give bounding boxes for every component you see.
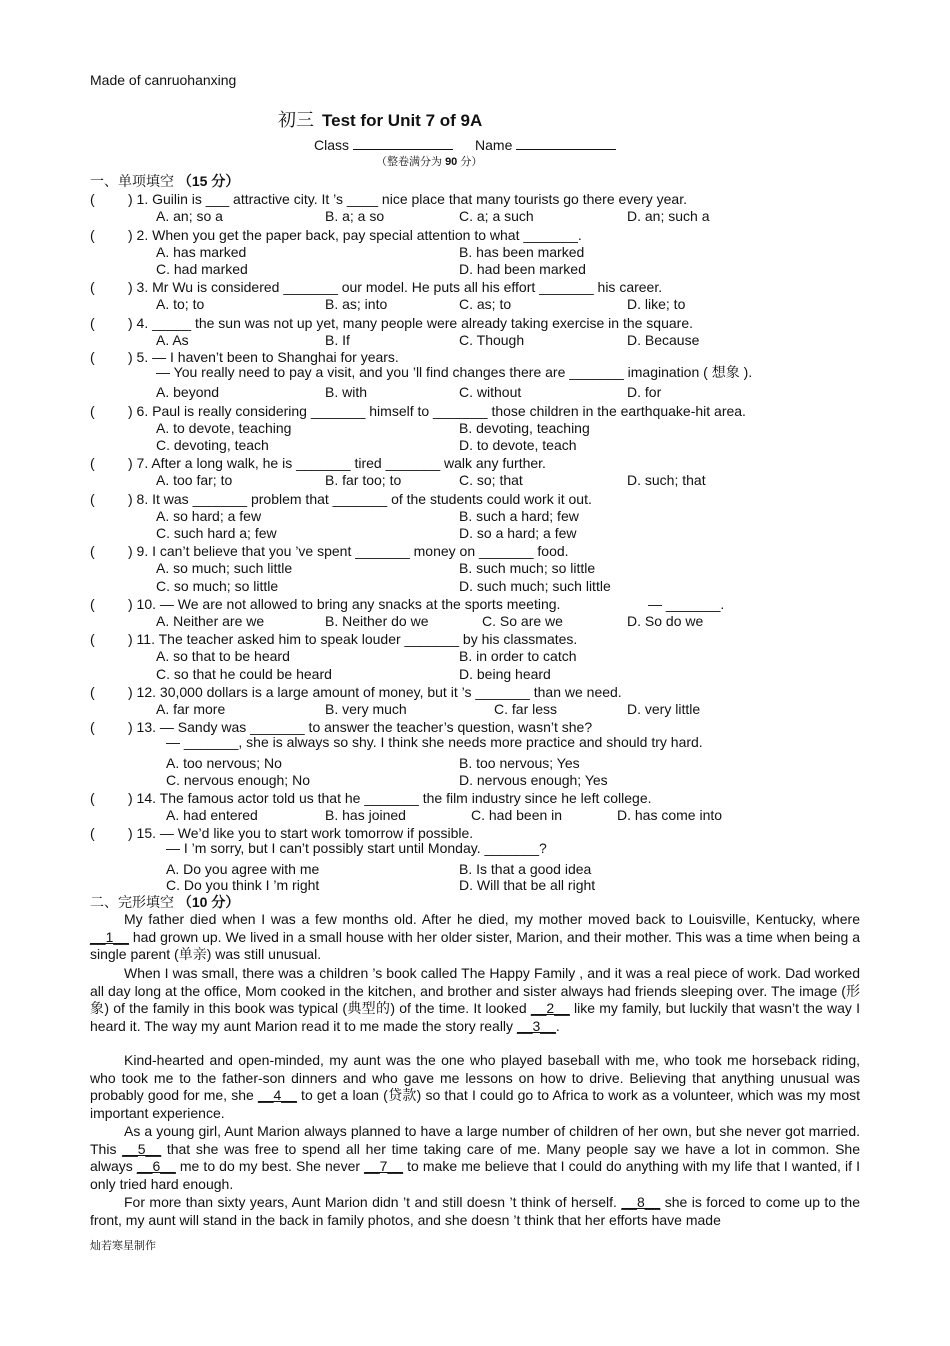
answer-option[interactable]: B. If — [325, 332, 350, 348]
answer-option[interactable]: B. too nervous; Yes — [459, 755, 580, 771]
question-stem — [90, 825, 473, 841]
answer-option[interactable]: D. such much; such little — [459, 578, 611, 594]
answer-option[interactable]: B. has been marked — [459, 244, 585, 260]
question-stem — [90, 596, 560, 612]
answer-option[interactable]: D. an; such a — [627, 208, 710, 224]
answer-option[interactable]: A. too nervous; No — [166, 755, 282, 771]
answer-option[interactable]: D. had been marked — [459, 261, 586, 277]
blank-6: __6__ — [136, 1158, 176, 1175]
blank-2: __2__ — [530, 1000, 570, 1017]
answer-paren[interactable]: ( — [90, 349, 95, 365]
passage-paragraph-4: As a young girl, Aunt Marion always planned to have a large number of children of her own, but she never got married. This __5__ that she was free to spend all her time taking care of me. Many people say we have a lot in common. She always __6__ me to do my best. She never __7__ to make me believe that I could do anything with my life that I wanted, if I only tried hard enough. — [90, 1123, 860, 1192]
section1-label: 一、单项填空 — [90, 173, 174, 189]
blank-8: __8__ — [621, 1194, 661, 1210]
class-blank — [353, 137, 453, 150]
answer-paren[interactable]: ( — [90, 543, 95, 559]
answer-option[interactable]: B. as; into — [325, 296, 388, 312]
answer-option[interactable]: D. for — [627, 384, 662, 400]
name-blank — [516, 137, 616, 150]
passage-paragraph-2: When I was small, there was a children ’s book called The Happy Family , and it was a real piece of work. Dad worked all day long at the office, Mom cooked in the kitchen, and brother and sister always had friends sleeping over. The image (形象) of the family in this book was typical (典型的) of the time. It looked __2__ like my family, but luckily that wasn’t the way I heard it. The way my aunt Marion read it to me made the story really __3__. — [90, 965, 860, 1034]
section2-heading — [90, 892, 239, 912]
answer-option[interactable]: C. so that he could be heard — [156, 666, 332, 682]
answer-option[interactable]: C. so much; so little — [156, 578, 279, 594]
answer-option[interactable]: D. like; to — [627, 296, 686, 312]
answer-paren[interactable]: ( — [90, 227, 95, 243]
answer-paren[interactable]: ( — [90, 790, 95, 806]
page-title — [278, 106, 482, 132]
question-stem — [90, 349, 399, 365]
question-text: ) 10. — We are not allowed to bring any snacks at the sports meeting. — [128, 596, 561, 612]
question-text-line2: — _______, she is always so shy. I think she needs more practice and should try hard. — [166, 734, 703, 750]
answer-option[interactable]: B. a; a so — [325, 208, 385, 224]
answer-option[interactable]: B. with — [325, 384, 368, 400]
answer-paren[interactable]: ( — [90, 491, 95, 507]
answer-option[interactable]: A. Neither are we — [156, 613, 265, 629]
answer-option[interactable]: C. without — [459, 384, 522, 400]
answer-option[interactable]: B. in order to catch — [459, 648, 577, 664]
answer-paren[interactable]: ( — [90, 279, 95, 295]
blank-3: __3__ — [516, 1017, 556, 1034]
answer-option[interactable]: D. Will that be all right — [459, 877, 596, 893]
answer-paren[interactable]: ( — [90, 191, 95, 207]
answer-option[interactable]: D. to devote, teach — [459, 437, 577, 453]
answer-option[interactable]: C. Do you think I ’m right — [166, 877, 320, 893]
score-value: 90 — [445, 156, 458, 168]
question-text: ) 6. Paul is really considering _______ himself to _______ those children in the earthquake-hit area. — [128, 403, 746, 419]
header-made-of: Made of canruohanxing — [90, 72, 237, 88]
answer-option[interactable]: C. had been in — [471, 807, 563, 823]
answer-option[interactable]: C. such hard a; few — [156, 525, 277, 541]
answer-option[interactable]: C. So are we — [482, 613, 563, 629]
question-text: ) 7. After a long walk, he is _______ tired _______ walk any further. — [128, 455, 546, 471]
answer-option[interactable]: C. a; a such — [459, 208, 534, 224]
class-label: Class — [314, 137, 350, 153]
question-stem — [90, 790, 652, 806]
footer-credit: 灿若寒星制作 — [90, 1239, 156, 1252]
answer-option[interactable]: A. so hard; a few — [156, 508, 262, 524]
question-stem — [90, 403, 746, 419]
answer-option[interactable]: A. has marked — [156, 244, 247, 260]
question-stem — [90, 227, 582, 243]
answer-option[interactable]: B. very much — [325, 701, 407, 717]
question-text: ) 2. When you get the paper back, pay special attention to what _______. — [128, 227, 582, 243]
blank-7: __7__ — [364, 1158, 404, 1175]
answer-paren[interactable]: ( — [90, 596, 95, 612]
section1-heading — [90, 171, 239, 191]
answer-option[interactable]: A. too far; to — [156, 472, 233, 488]
answer-paren[interactable]: ( — [90, 315, 95, 331]
answer-option[interactable]: A. an; so a — [156, 208, 223, 224]
answer-option[interactable]: C. as; to — [459, 296, 512, 312]
answer-option[interactable]: D. very little — [627, 701, 701, 717]
answer-option[interactable]: A. had entered — [166, 807, 258, 823]
answer-paren[interactable]: ( — [90, 825, 95, 841]
question-text: ) 14. The famous actor told us that he _______ the film industry since he left college. — [128, 790, 652, 806]
question-text: ) 3. Mr Wu is considered _______ our model. He puts all his effort _______ his career. — [128, 279, 663, 295]
answer-option[interactable]: D. so a hard; a few — [459, 525, 577, 541]
answer-option[interactable]: C. far less — [494, 701, 558, 717]
title-en: Test for Unit 7 of 9A — [322, 111, 483, 130]
answer-option[interactable]: D. such; that — [627, 472, 706, 488]
question-stem — [90, 719, 592, 735]
name-label: Name — [475, 137, 513, 153]
question-text: ) 11. The teacher asked him to speak louder _______ by his classmates. — [128, 631, 578, 647]
answer-option[interactable]: D. So do we — [627, 613, 704, 629]
blank-1: __1__ — [90, 928, 129, 945]
answer-option[interactable]: A. beyond — [156, 384, 220, 400]
passage-paragraph-3: Kind-hearted and open-minded, my aunt was the one who played baseball with me, who took me horseback riding, who took me to the father-son dinners and who gave me lessons on how to drive. Believing that anything unusual was probably good for me, she __4__ to get a loan (贷款) so that I could go to Africa to work as a volunteer, which was my most important experience. — [90, 1052, 860, 1121]
question-stem — [90, 684, 622, 700]
question-text: ) 1. Guilin is ___ attractive city. It ’s ____ nice place that many tourists go there every year. — [128, 191, 687, 207]
answer-option[interactable]: C. so; that — [459, 472, 523, 488]
question-text: ) 4. _____ the sun was not up yet, many people were already taking exercise in the square. — [128, 315, 694, 331]
question-text-line2: — I ’m sorry, but I can’t possibly start until Monday. _______? — [166, 840, 547, 856]
answer-paren[interactable]: ( — [90, 719, 95, 735]
question-stem — [90, 543, 569, 559]
score-prefix: （整卷满分为 — [376, 156, 442, 168]
passage-paragraph-5: For more than sixty years, Aunt Marion didn ’t and still doesn ’t think of herself. __8__ she is forced to come up to the front, my aunt will stand in the back in family photos, and she doesn ’t think that her efforts have made — [90, 1194, 860, 1228]
class-name-line — [314, 137, 638, 153]
question-stem — [90, 279, 662, 295]
answer-paren[interactable]: ( — [90, 403, 95, 419]
question-stem — [90, 315, 693, 331]
answer-option[interactable]: C. Though — [459, 332, 525, 348]
passage-paragraph-1: My father died when I was a few months old. After he died, my mother moved back to Louisville, Kentucky, where __1__ had grown up. We lived in a small house with her older sister, Marion, and their mother. This was a time when being a single parent (单亲) was still unusual. — [90, 911, 860, 963]
section1-score: （15 分） — [177, 173, 240, 189]
question-text-line2: — You really need to pay a visit, and you ’ll find changes there are _______ imagination ( 想象 ). — [156, 364, 753, 380]
question-stem — [90, 191, 687, 207]
question-stem — [90, 631, 577, 647]
answer-option[interactable]: B. Is that a good idea — [459, 861, 592, 877]
answer-option[interactable]: A. to; to — [156, 296, 205, 312]
answer-option[interactable]: C. devoting, teach — [156, 437, 269, 453]
answer-option[interactable]: A. far more — [156, 701, 226, 717]
title-cn: 初三 — [278, 110, 314, 131]
answer-option[interactable]: D. has come into — [617, 807, 723, 823]
answer-option[interactable]: A. so much; such little — [156, 560, 293, 576]
question-response-line: — _______. — [648, 596, 725, 612]
answer-option[interactable]: D. being heard — [459, 666, 551, 682]
section2-label: 二、完形填空 — [90, 894, 174, 910]
answer-option[interactable]: A. As — [156, 332, 189, 348]
question-text: ) 15. — We’d like you to start work tomorrow if possible. — [128, 825, 474, 841]
answer-option[interactable]: B. such a hard; few — [459, 508, 579, 524]
answer-option[interactable]: B. such much; so little — [459, 560, 596, 576]
answer-paren[interactable]: ( — [90, 455, 95, 471]
question-text: ) 9. I can’t believe that you ’ve spent _______ money on _______ food. — [128, 543, 569, 559]
answer-option[interactable]: C. had marked — [156, 261, 248, 277]
question-stem — [90, 455, 546, 471]
question-stem — [90, 491, 592, 507]
answer-paren[interactable]: ( — [90, 684, 95, 700]
question-text: ) 8. It was _______ problem that _______ of the students could work it out. — [128, 491, 592, 507]
answer-option[interactable]: A. so that to be heard — [156, 648, 290, 664]
answer-paren[interactable]: ( — [90, 631, 95, 647]
score-suffix: 分） — [460, 156, 483, 168]
question-text: ) 5. — I haven’t been to Shanghai for years. — [128, 349, 399, 365]
answer-option[interactable]: A. to devote, teaching — [156, 420, 292, 436]
answer-option[interactable]: B. Neither do we — [325, 613, 429, 629]
answer-option[interactable]: B. devoting, teaching — [459, 420, 590, 436]
total-score-note — [376, 153, 482, 169]
answer-option[interactable]: B. far too; to — [325, 472, 402, 488]
section2-score: （10 分） — [177, 894, 240, 910]
blank-4: __4__ — [257, 1087, 297, 1104]
question-text: ) 13. — Sandy was _______ to answer the teacher’s question, wasn’t she? — [128, 719, 593, 735]
question-text: ) 12. 30,000 dollars is a large amount of money, but it ’s _______ than we need. — [128, 684, 622, 700]
answer-option[interactable]: B. has joined — [325, 807, 406, 823]
answer-option[interactable]: D. nervous enough; Yes — [459, 772, 608, 788]
answer-option[interactable]: D. Because — [627, 332, 700, 348]
answer-option[interactable]: A. Do you agree with me — [166, 861, 320, 877]
answer-option[interactable]: C. nervous enough; No — [166, 772, 310, 788]
blank-5: __5__ — [122, 1140, 162, 1157]
